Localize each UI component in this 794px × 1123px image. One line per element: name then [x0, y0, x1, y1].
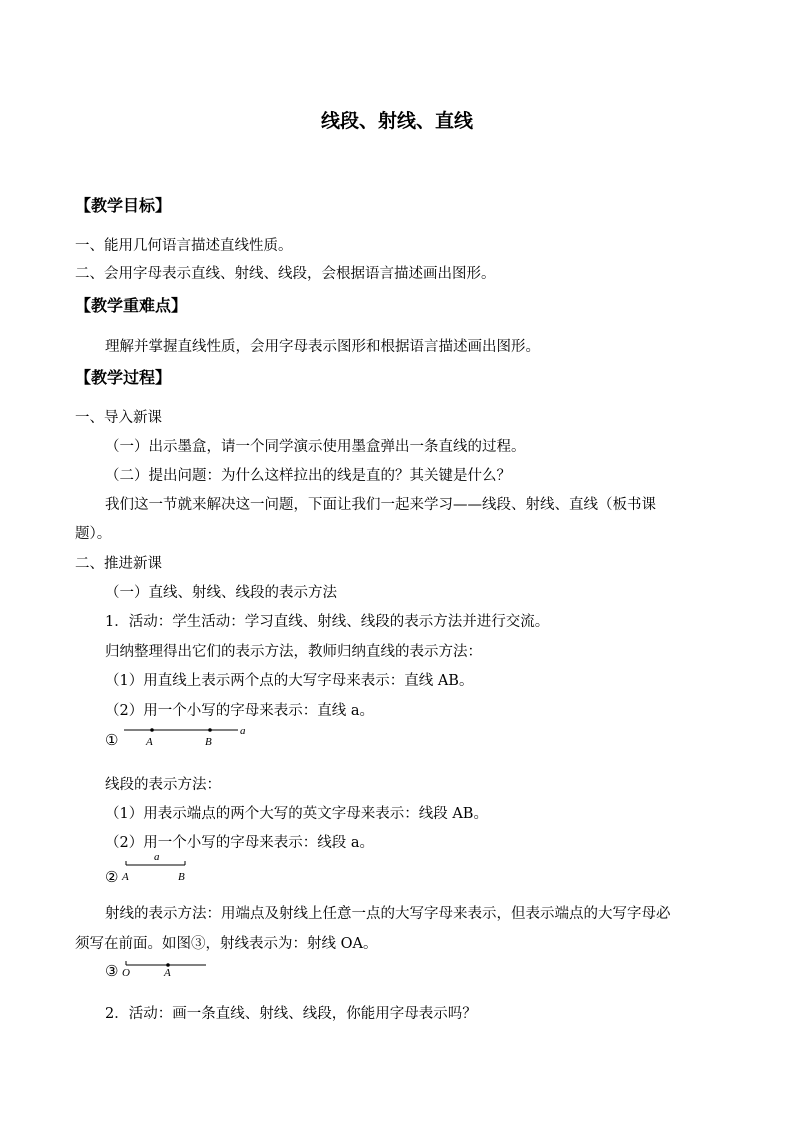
segment-method-1: （1）用表示端点的两个大写的英文字母来表示：线段 AB。 [105, 806, 488, 822]
figure-2-segment [120, 848, 200, 884]
figure-1-marker: ① [105, 731, 119, 749]
key-points-heading: 【教学重难点】 [75, 296, 188, 315]
ray-description-1: 射线的表示方法：用端点及射线上任意一点的大写字母来表示，但表示端点的大写字母必 [105, 906, 671, 922]
part2-subtitle-1: （一）直线、射线、线段的表示方法 [105, 585, 337, 601]
part1-paragraph-2: （二）提出问题：为什么这样拉出的线是直的？其关键是什么？ [105, 468, 511, 484]
part1-title: 一、导入新课 [75, 410, 162, 426]
key-points-text: 理解并掌握直线性质，会用字母表示图形和根据语言描述画出图形。 [105, 339, 540, 355]
ray-description-2: 须写在前面。如图③，射线表示为：射线 OA。 [75, 936, 378, 952]
segment-method-2: （2）用一个小写的字母来表示：线段 a。 [105, 835, 374, 851]
process-heading: 【教学过程】 [75, 368, 172, 387]
summary-text: 归纳整理得出它们的表示方法，教师归纳直线的表示方法： [105, 644, 482, 660]
activity-1: 1．活动：学生活动：学习直线、射线、线段的表示方法并进行交流。 [105, 614, 550, 630]
line-method-1: （1）用直线上表示两个点的大写字母来表示：直线 AB。 [105, 673, 474, 689]
figure-1-line [120, 720, 260, 750]
goal-item-1: 一、能用几何语言描述直线性质。 [75, 238, 293, 254]
figure-3-marker: ③ [105, 962, 119, 980]
figure-3-ray [120, 952, 220, 982]
figure-1-label-a-lower: a [240, 725, 246, 737]
goals-heading: 【教学目标】 [75, 196, 172, 215]
figure-3-label-a: A [164, 967, 171, 979]
figure-2-marker: ② [105, 868, 119, 886]
figure-3-label-o: O [122, 967, 130, 979]
goal-item-2: 二、会用字母表示直线、射线、线段，会根据语言描述画出图形。 [75, 266, 496, 282]
figure-2-label-a-lower: a [154, 851, 160, 863]
line-method-2: （2）用一个小写的字母来表示：直线 a。 [105, 703, 374, 719]
figure-2-label-a-upper: A [122, 871, 129, 883]
figure-1-label-a-upper: A [146, 736, 153, 748]
page-title: 线段、射线、直线 [320, 110, 473, 132]
part1-paragraph-3a: 我们这一节就来解决这一问题，下面让我们一起来学习——线段、射线、直线（板书课 [105, 497, 656, 513]
figure-1-label-b: B [205, 736, 212, 748]
figure-2-label-b: B [178, 871, 185, 883]
part2-title: 二、推进新课 [75, 556, 162, 572]
activity-2: 2．活动：画一条直线、射线、线段，你能用字母表示吗？ [105, 1006, 477, 1022]
part1-paragraph-3b: 题）。 [75, 526, 112, 542]
part1-paragraph-1: （一）出示墨盒，请一个同学演示使用墨盒弹出一条直线的过程。 [105, 439, 526, 455]
segment-intro: 线段的表示方法： [105, 777, 221, 793]
